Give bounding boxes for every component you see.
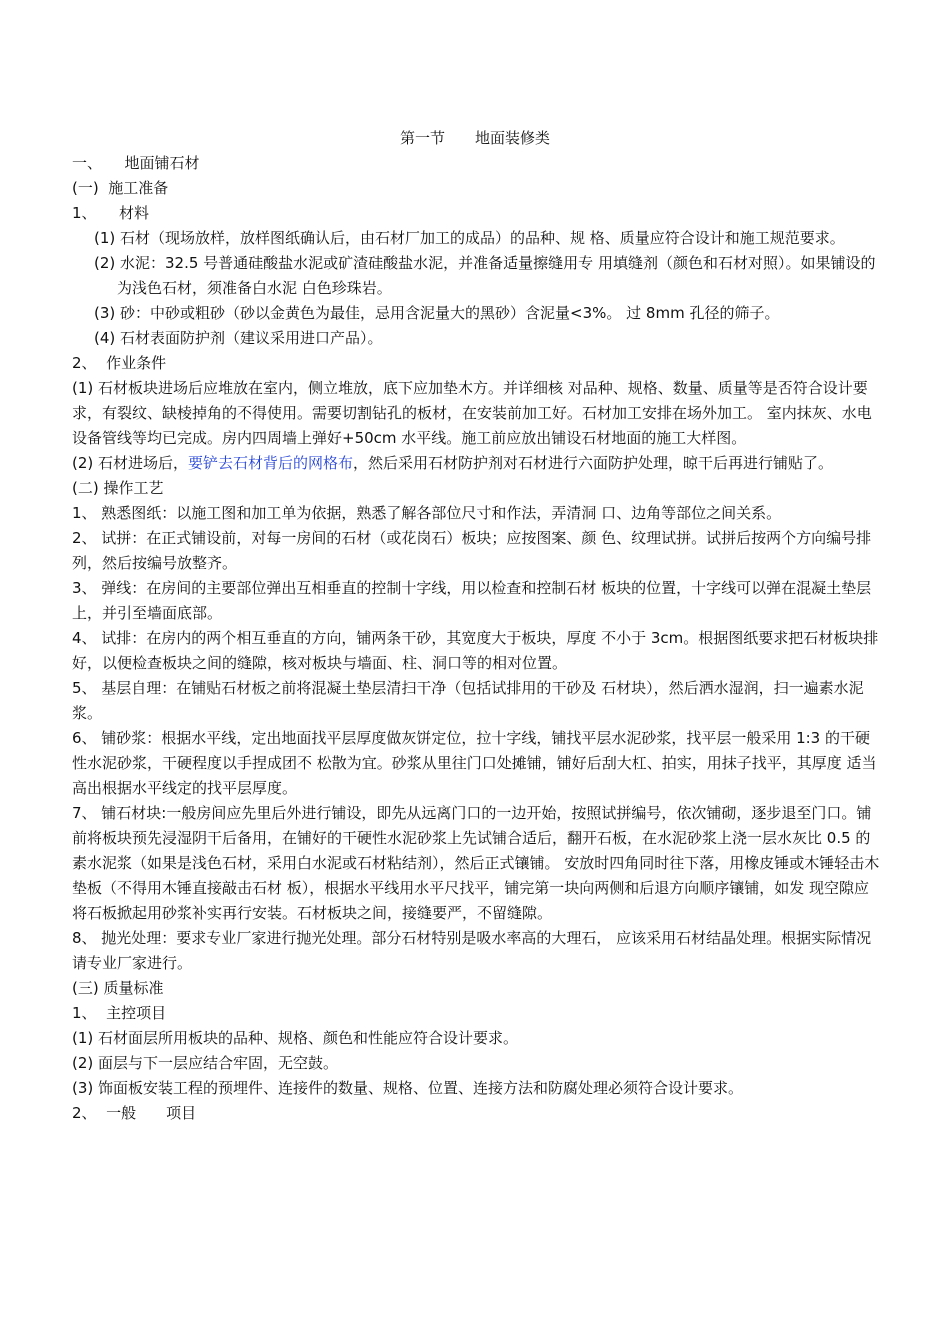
material-item-1: (1) 石材（现场放样，放样图纸确认后，由石材厂加工的成品）的品种、规 格、质量应符合设计和施工规范要求。 <box>94 229 845 247</box>
condition-highlight: 要铲去石材背后的网格布 <box>188 454 354 472</box>
heading-main-items: 1、 主控项目 <box>72 1004 167 1022</box>
document-body <box>72 151 882 1126</box>
heading-materials: 1、 材料 <box>72 204 150 222</box>
process-step-2: 2、 试拼：在正式铺设前，对每一房间的石材（或花岗石）板块；应按图案、颜 色、纹理试拼。试拼后按两个方向编号排列，然后按编号放整齐。 <box>72 529 872 572</box>
process-step-3: 3、 弹线：在房间的主要部位弹出互相垂直的控制十字线，用以检查和控制石材 板块的位置，十字线可以弹在混凝土垫层上，并引至墙面底部。 <box>72 579 872 622</box>
process-step-8: 8、 抛光处理：要求专业厂家进行抛光处理。部分石材特别是吸水率高的大理石， 应该采用石材结晶处理。根据实际情况请专业厂家进行。 <box>72 929 872 972</box>
process-step-6: 6、 铺砂浆：根据水平线，定出地面找平层厚度做灰饼定位，拉十字线，铺找平层水泥砂浆，找平层一般采用 1:3 的干硬性水泥砂浆，干硬程度以手捏成团不 松散为宜。砂浆从里往门口处摊铺，铺好后刮大杠、拍实，用抹子找平，其厚度 适当高出根据水平线定的找平层厚度。 <box>72 729 877 797</box>
material-item-2: (2) 水泥：32.5 号普通硅酸盐水泥或矿渣硅酸盐水泥，并准备适量擦缝用专 用填缝剂（颜色和石材对照）。如果铺设的为浅色石材，须准备白水泥 白色珍珠岩。 <box>94 254 876 297</box>
condition-paragraph-1: (1) 石材板块进场后应堆放在室内，侧立堆放，底下应加垫木方。并详细核 对品种、规格、数量、质量等是否符合设计要求，有裂纹、缺棱掉角的不得使用。需要切割钻孔的板材，在安装前加工好。石材加工安排在场外加工。 室内抹灰、水电设备管线等均已完成。房内四周墙上弹好+50cm 水平线。施工前应放出铺设石材地面的施工大样图。 <box>72 379 872 447</box>
process-step-4: 4、 试排：在房内的两个相互垂直的方向，铺两条干砂，其宽度大于板块，厚度 不小于 3cm。根据图纸要求把石材板块排好，以便检查板块之间的缝隙，核对板块与墙面、柱、洞口等的相对位置。 <box>72 629 879 672</box>
heading-quality: (三) 质量标准 <box>72 979 164 997</box>
condition-text-a: (2) 石材进场后， <box>72 454 189 472</box>
heading-conditions: 2、 作业条件 <box>72 354 167 372</box>
heading-general-items: 2、 一般 项目 <box>72 1104 197 1122</box>
heading-process: (二) 操作工艺 <box>72 479 164 497</box>
condition-text-b: ，然后采用石材防护剂对石材进行六面防护处理，晾干后再进行铺贴了。 <box>353 454 834 472</box>
condition-paragraph-2 <box>72 451 882 476</box>
process-step-1: 1、 熟悉图纸：以施工图和加工单为依据，熟悉了解各部位尺寸和作法，弄清洞 口、边角等部位之间关系。 <box>72 504 782 522</box>
main-item-2: (2) 面层与下一层应结合牢固，无空鼓。 <box>72 1054 339 1072</box>
material-item-3: (3) 砂：中砂或粗砂（砂以金黄色为最佳，忌用含泥量大的黑砂）含泥量<3%。 过 8mm 孔径的筛子。 <box>94 304 780 322</box>
heading-preparation: (一) 施工准备 <box>72 179 169 197</box>
page-title: 第一节 地面装修类 <box>399 129 550 147</box>
main-item-1: (1) 石材面层所用板块的品种、规格、颜色和性能应符合设计要求。 <box>72 1029 519 1047</box>
process-step-5: 5、 基层自理：在铺贴石材板之前将混凝土垫层清扫干净（包括试排用的干砂及 石材块），然后洒水湿润，扫一遍素水泥浆。 <box>72 679 864 722</box>
heading-level1: 一、 地面铺石材 <box>72 154 200 172</box>
material-item-4: (4) 石材表面防护剂（建议采用进口产品）。 <box>94 329 383 347</box>
process-step-7: 7、 铺石材块:一般房间应先里后外进行铺设，即先从远离门口的一边开始，按照试拼编号，依次铺砌，逐步退至门口。铺前将板块预先浸湿阴干后备用，在铺好的干硬性水泥砂浆上先试铺合适后，翻开石板，在水泥砂浆上浇一层水灰比 0.5 的素水泥浆（如果是浅色石材，采用白水泥或石材粘结剂），然后正式镶铺。 安放时四角同时往下落，用橡皮锤或木锤轻击木垫板（不得用木锤直接敲击石材 板），根据水平线用水平尺找平，铺完第一块向两侧和后退方向顺序镶铺，如发 现空隙应将石板掀起用砂浆补实再行安装。石材板块之间，接缝要严，不留缝隙。 <box>72 804 880 922</box>
main-item-3: (3) 饰面板安装工程的预埋件、连接件的数量、规格、位置、连接方法和防腐处理必须符合设计要求。 <box>72 1079 744 1097</box>
